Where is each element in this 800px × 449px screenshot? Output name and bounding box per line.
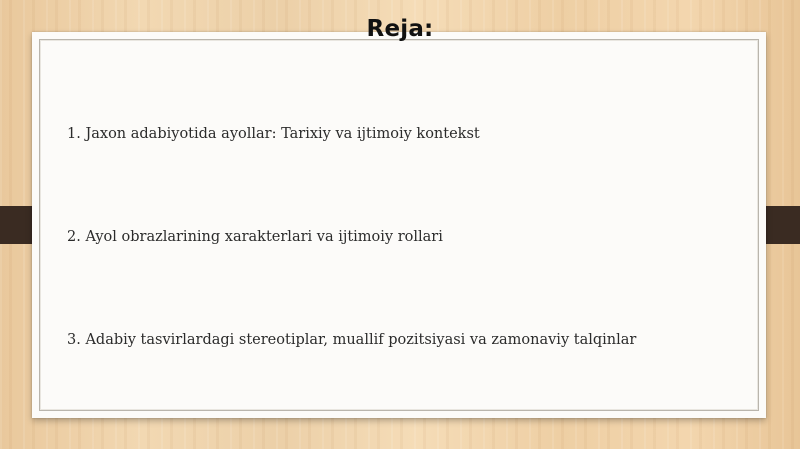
slide-title: Reja:: [366, 16, 434, 42]
slide-card: [32, 32, 766, 418]
plan-item-2: 2. Ayol obrazlarining xarakterlari va ijtimoiy rollari: [67, 229, 443, 245]
plan-item-3: 3. Adabiy tasvirlardagi stereotiplar, muallif pozitsiyasi va zamonaviy talqinlar: [67, 332, 637, 348]
slide-inner-border: [39, 39, 759, 411]
plan-item-1: 1. Jaxon adabiyotida ayollar: Tarixiy va ijtimoiy kontekst: [67, 126, 480, 142]
